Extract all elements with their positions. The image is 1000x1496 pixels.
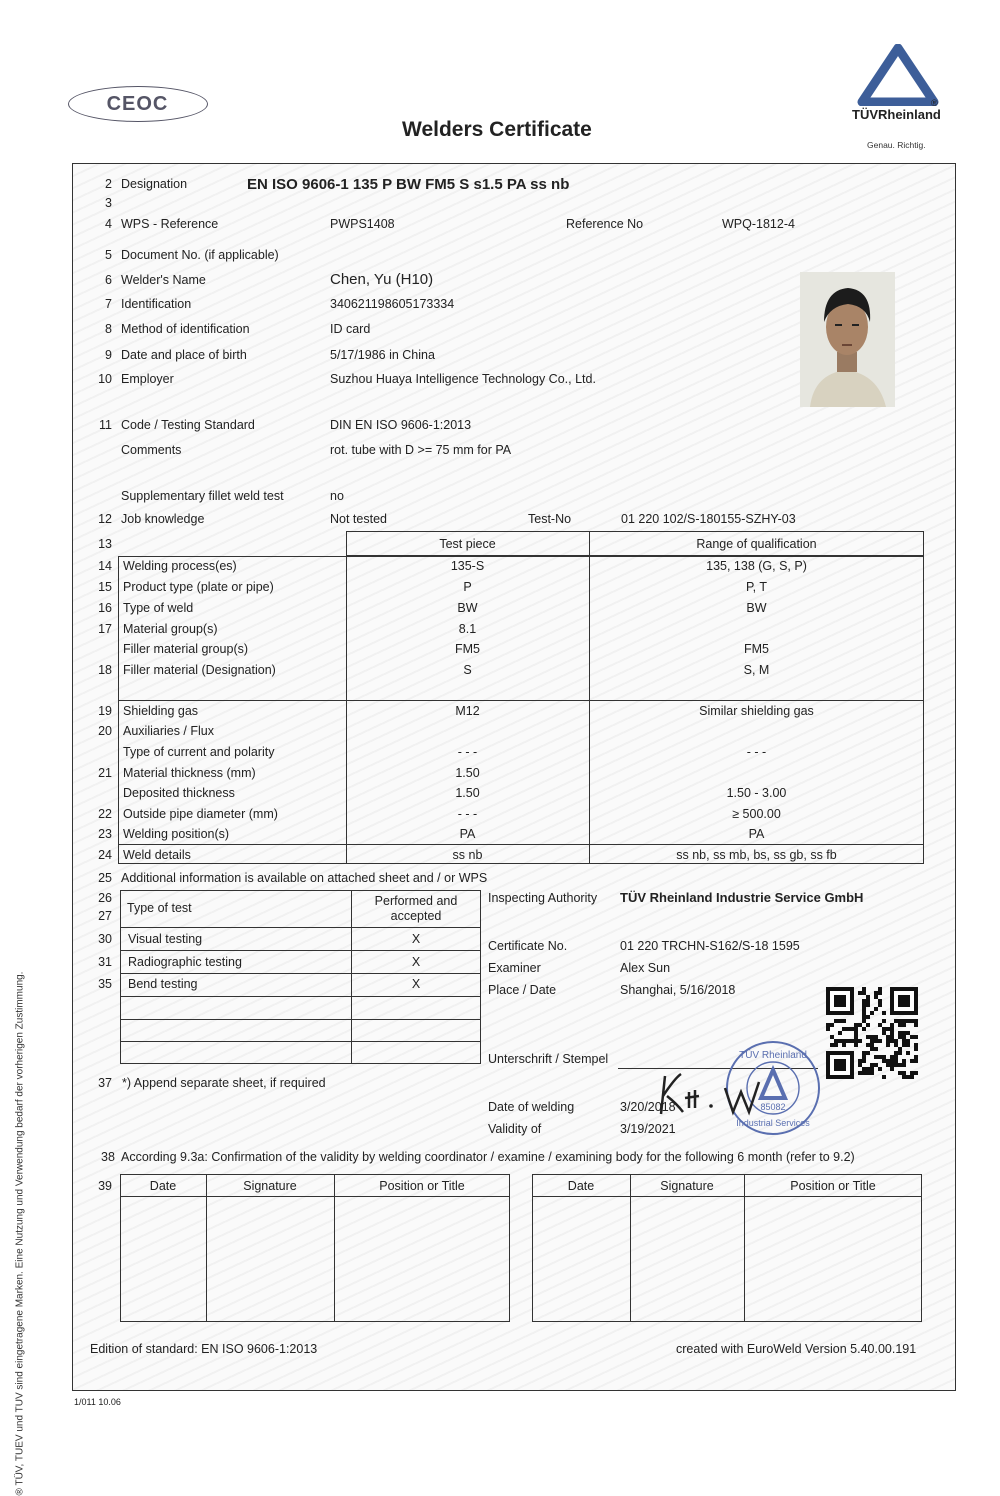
test-no-value: 01 220 102/S-180155-SZHY-03 [621, 512, 796, 526]
row-number: 23 [98, 827, 112, 841]
examiner-value: Alex Sun [620, 961, 671, 975]
col-range: Range of qualification [696, 537, 817, 551]
tuv-triangle-icon [850, 44, 950, 106]
fillet-value: no [330, 489, 344, 503]
code-value: DIN EN ISO 9606-1:2013 [330, 418, 472, 432]
side-trademark-note: ® TÜV, TUEV und TUV sind eingetragene Marken. Eine Nutzung und Verwendung bedarf der vorherigen Zustimmung. [14, 971, 26, 1496]
certificate-no-label: Certificate No. [488, 939, 568, 953]
qualification-row-label: Material thickness (mm) [123, 766, 256, 780]
append-label: *) Append separate sheet, if required [122, 1076, 326, 1090]
qualification-row-label: Weld details [123, 848, 191, 862]
test-type-header: Type of test [127, 901, 192, 915]
qualification-row-label: Auxiliaries / Flux [123, 724, 214, 738]
birth-label: Date and place of birth [121, 348, 247, 362]
identification-label: Identification [121, 297, 192, 311]
range-value: PA [748, 827, 765, 841]
employer-label: Employer [121, 372, 174, 386]
test-no-label: Test-No [528, 512, 572, 526]
qualification-row-label: Outside pipe diameter (mm) [123, 807, 278, 821]
test-piece-value: PA [459, 827, 476, 841]
comments-value: rot. tube with D >= 75 mm for PA [330, 443, 512, 457]
test-piece-value: 8.1 [458, 622, 477, 636]
range-value: - - - [746, 745, 767, 759]
test-type: Visual testing [128, 932, 203, 946]
designation-label: Designation [121, 177, 188, 191]
place-date-label: Place / Date [488, 983, 557, 997]
method-label: Method of identification [121, 322, 250, 336]
created-with-text: created with EuroWeld Version 5.40.00.191 [676, 1342, 917, 1356]
row-number: 7 [105, 297, 112, 311]
test-piece-value: BW [457, 601, 478, 615]
examiner-label: Examiner [488, 961, 541, 975]
row-number: 12 [98, 512, 112, 526]
signature-label: Unterschrift / Stempel [488, 1052, 609, 1066]
test-piece-value: S [463, 663, 472, 677]
test-piece-value: FM5 [455, 642, 480, 656]
qualification-row-label: Product type (plate or pipe) [123, 580, 274, 594]
row-number: 37 [98, 1076, 112, 1090]
test-performed-header: Performed and accepted [374, 894, 458, 923]
test-piece-value: ss nb [452, 848, 483, 862]
tuv-logo [850, 44, 950, 154]
qr-code-image [826, 987, 918, 1079]
qualification-row-label: Deposited thickness [123, 786, 235, 800]
additional-info-label: Additional information is available on attached sheet and / or WPS [121, 871, 488, 885]
birth-value: 5/17/1986 in China [330, 348, 435, 362]
test-mark: X [411, 932, 421, 946]
qualification-row-label: Welding process(es) [123, 559, 237, 573]
ceoc-logo [68, 86, 208, 122]
qualification-row-label: Filler material group(s) [123, 642, 249, 656]
range-value: FM5 [744, 642, 769, 656]
test-mark: X [411, 955, 421, 969]
row-number: 27 [98, 909, 112, 923]
welder-name-label: Welder's Name [121, 273, 206, 287]
test-piece-value: - - - [457, 807, 478, 821]
row-number: 2 [105, 177, 112, 191]
date-of-welding-value: 3/20/2018 [620, 1100, 676, 1114]
welder-photo [800, 272, 895, 407]
welder-photo-image [800, 272, 895, 407]
test-mark: X [411, 977, 421, 991]
row-number: 25 [98, 871, 112, 885]
identification-value: 340621198605173334 [330, 297, 455, 311]
place-date-value: Shanghai, 5/16/2018 [620, 983, 736, 997]
fillet-label: Supplementary fillet weld test [121, 489, 284, 503]
range-value: S, M [743, 663, 770, 677]
row-number: 21 [98, 766, 112, 780]
col-signature: Signature [243, 1179, 297, 1193]
row-number: 39 [98, 1179, 112, 1193]
row-number: 30 [98, 932, 112, 946]
svg-text:Industrial Services: Industrial Services [736, 1118, 810, 1128]
range-value: 1.50 - 3.00 [726, 786, 787, 800]
method-value: ID card [330, 322, 371, 336]
range-value: BW [746, 601, 767, 615]
qualification-row-label: Material group(s) [123, 622, 218, 636]
qualification-row-label: Shielding gas [123, 704, 199, 718]
reference-value: WPQ-1812-4 [722, 217, 795, 231]
test-type: Radiographic testing [128, 955, 242, 969]
row-number: 38 [101, 1150, 115, 1164]
row-number: 11 [99, 418, 112, 432]
row-number: 17 [98, 622, 112, 636]
comments-label: Comments [121, 443, 182, 457]
validity-label: Validity of [488, 1122, 542, 1136]
svg-text:TÜV Rheinland: TÜV Rheinland [739, 1050, 807, 1061]
row-number: 10 [98, 372, 112, 386]
test-piece-value: M12 [455, 704, 480, 718]
col-position: Position or Title [379, 1179, 465, 1193]
row-number: 24 [98, 848, 112, 862]
row-number: 16 [98, 601, 112, 615]
wps-label: WPS - Reference [121, 217, 219, 231]
edition-text: Edition of standard: EN ISO 9606-1:2013 [90, 1342, 318, 1356]
svg-text:85082: 85082 [760, 1102, 786, 1112]
row-number: 26 [98, 891, 112, 905]
row-number: 6 [105, 273, 112, 287]
col-signature: Signature [660, 1179, 714, 1193]
col-test-piece: Test piece [439, 537, 496, 551]
footer-code: 1/011 10.06 [74, 1397, 121, 1407]
authority-value: TÜV Rheinland Industrie Service GmbH [620, 890, 864, 905]
qualification-row-label: Filler material (Designation) [123, 663, 276, 677]
range-value: 135, 138 (G, S, P) [706, 559, 807, 573]
test-type: Bend testing [128, 977, 198, 991]
job-knowledge-label: Job knowledge [121, 512, 205, 526]
range-value: ss nb, ss mb, bs, ss gb, ss fb [676, 848, 837, 862]
employer-value: Suzhou Huaya Intelligence Technology Co., Ltd. [330, 372, 596, 386]
row-number: 20 [98, 724, 112, 738]
test-piece-value: 135-S [450, 559, 485, 573]
row-number: 9 [105, 348, 112, 362]
qualification-row-label: Type of weld [123, 601, 194, 615]
wps-value: PWPS1408 [330, 217, 395, 231]
job-knowledge-value: Not tested [330, 512, 387, 526]
ceoc-logo-text: CEOC [106, 93, 169, 115]
col-date: Date [567, 1179, 595, 1193]
qualification-row-label: Type of current and polarity [123, 745, 275, 759]
row-number: 19 [98, 704, 112, 718]
row-number: 31 [98, 955, 112, 969]
range-value: P, T [745, 580, 768, 594]
row-number: 13 [98, 537, 112, 551]
row-number: 22 [98, 807, 112, 821]
row-number: 4 [105, 217, 112, 231]
code-label: Code / Testing Standard [121, 418, 255, 432]
confirmation-label: According 9.3a: Confirmation of the validity by welding coordinator / examine / examining body for the following 6 month (refer to 9.2) [121, 1150, 855, 1164]
row-number: 5 [105, 248, 112, 262]
validity-value: 3/19/2021 [620, 1122, 676, 1136]
range-value: ≥ 500.00 [732, 807, 781, 821]
qualification-row-label: Welding position(s) [123, 827, 230, 841]
document-label: Document No. (if applicable) [121, 248, 279, 262]
row-number: 15 [98, 580, 112, 594]
test-piece-value: 1.50 [455, 786, 480, 800]
row-number: 3 [105, 196, 112, 210]
welder-name-value: Chen, Yu (H10) [330, 271, 434, 288]
page-title: Welders Certificate [402, 118, 592, 141]
certificate-no-value: 01 220 TRCHN-S162/S-18 1595 [620, 939, 800, 953]
test-piece-value: P [463, 580, 472, 594]
range-value: Similar shielding gas [699, 704, 814, 718]
col-position: Position or Title [790, 1179, 876, 1193]
qr-code [826, 987, 918, 1079]
tuv-reg-mark: ® [931, 98, 938, 108]
tuv-brand: TÜVRheinland [852, 107, 941, 122]
test-piece-value: 1.50 [455, 766, 480, 780]
date-of-welding-label: Date of welding [488, 1100, 575, 1114]
reference-label: Reference No [566, 217, 644, 231]
tuv-slogan: Genau. Richtig. [867, 140, 926, 150]
test-piece-value: - - - [457, 745, 478, 759]
row-number: 8 [105, 322, 112, 336]
row-number: 14 [98, 559, 112, 573]
authority-label: Inspecting Authority [488, 891, 598, 905]
col-date: Date [149, 1179, 177, 1193]
row-number: 35 [98, 977, 112, 991]
designation-value: EN ISO 9606-1 135 P BW FM5 S s1.5 PA ss nb [247, 176, 570, 193]
row-number: 18 [98, 663, 112, 677]
